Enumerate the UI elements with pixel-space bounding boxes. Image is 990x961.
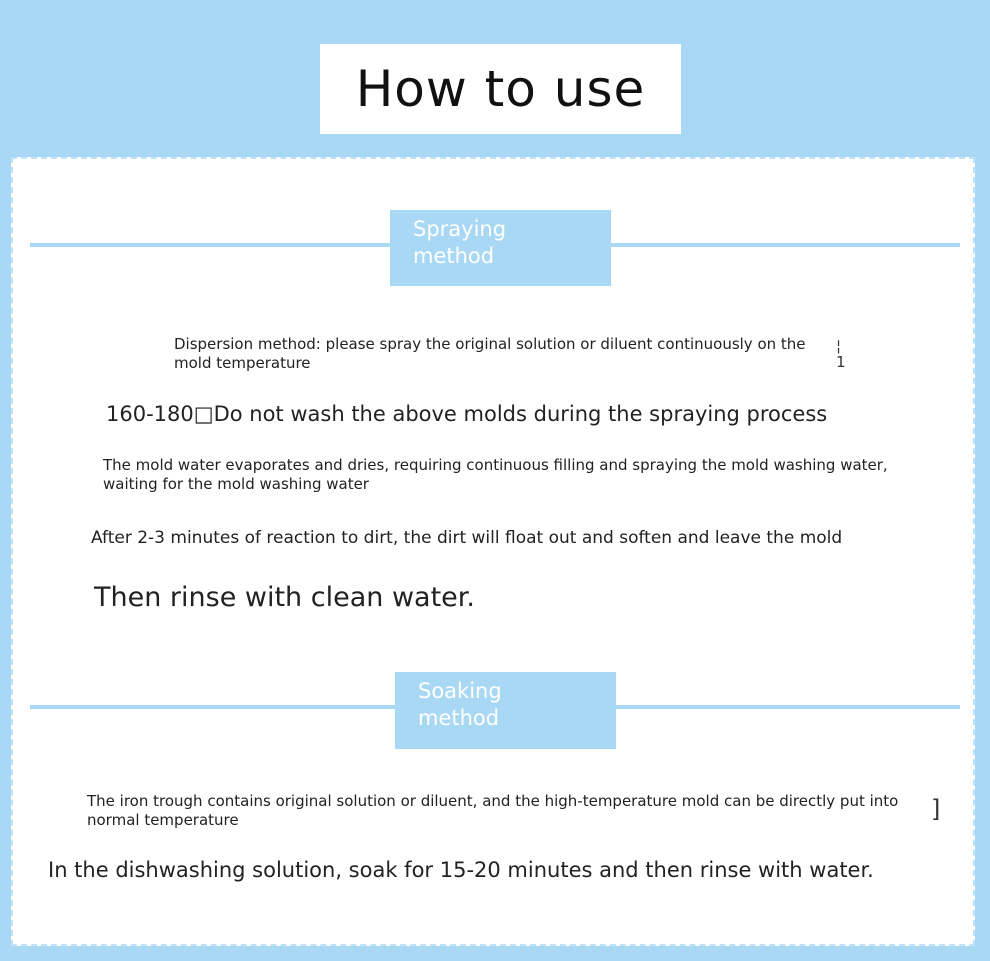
soaking-heading <box>395 672 616 749</box>
spraying-heading <box>390 210 611 286</box>
spraying-step-3: The mold water evaporates and dries, requiring continuous filling and spraying the mold washing water, waiting for the mold washing water <box>103 456 888 493</box>
spraying-step-2: 160-180□Do not wash the above molds during the spraying process <box>106 402 828 426</box>
spraying-heading-text: Spraying method <box>413 217 507 268</box>
soaking-heading-text: Soaking method <box>418 679 502 730</box>
spraying-bracket-mark: ¦ 1 <box>836 337 846 371</box>
spraying-step-1: Dispersion method: please spray the original solution or diluent continuously on the mold temperature <box>174 335 806 372</box>
page-title: How to use <box>355 60 646 118</box>
soaking-bracket-mark: ] <box>931 795 941 823</box>
soaking-step-1: The iron trough contains original solution or diluent, and the high-temperature mold can be directly put into normal temperature <box>87 792 899 829</box>
spraying-step-4: After 2-3 minutes of reaction to dirt, the dirt will float out and soften and leave the mold <box>91 528 843 548</box>
soaking-step-2: In the dishwashing solution, soak for 15-20 minutes and then rinse with water. <box>48 858 874 882</box>
title-box <box>320 44 681 134</box>
spraying-step-5: Then rinse with clean water. <box>94 582 475 613</box>
